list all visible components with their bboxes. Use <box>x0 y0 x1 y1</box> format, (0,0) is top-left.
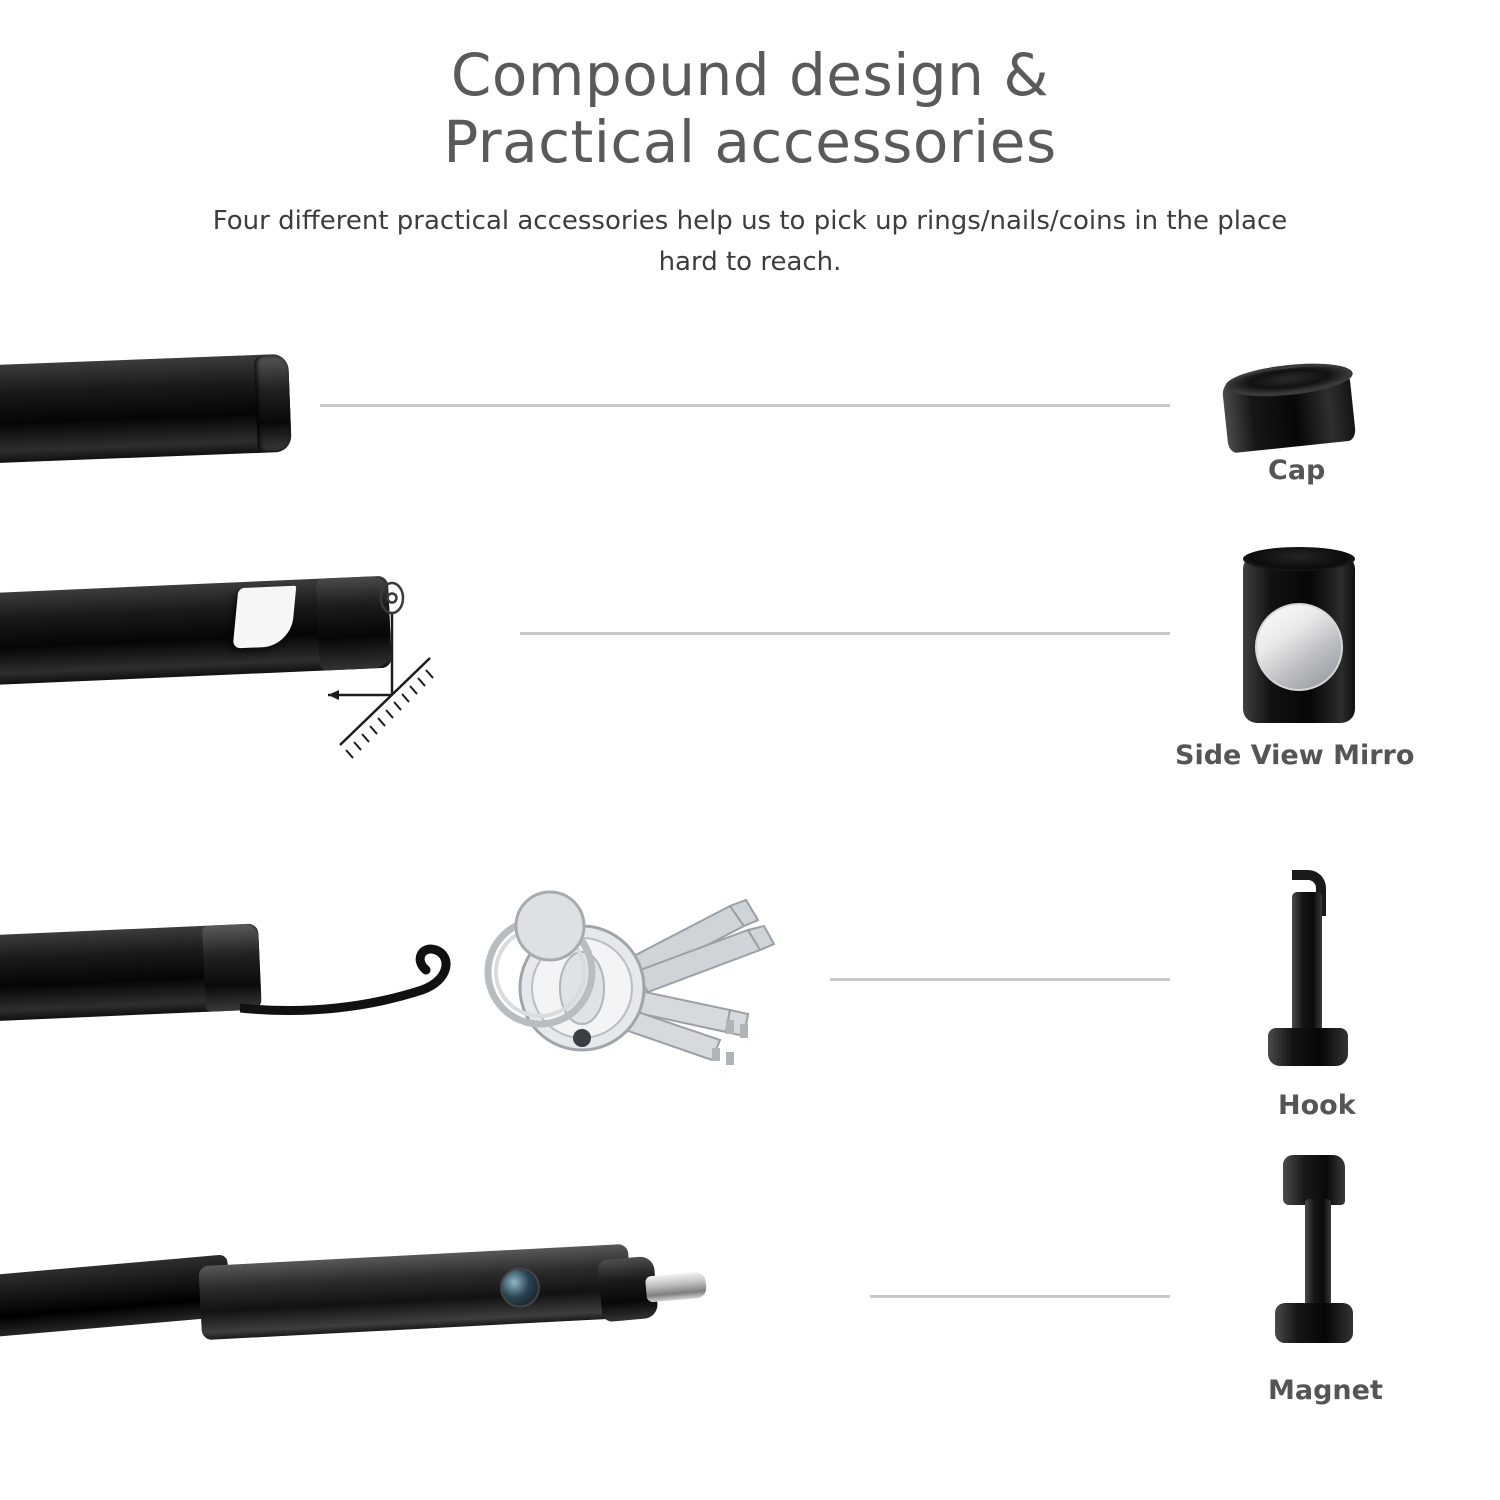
label-cap: Cap <box>1268 455 1326 486</box>
probe-with-hook <box>0 923 262 1022</box>
page-title-line-2: Practical accessories <box>443 107 1057 176</box>
magnet-head <box>1283 1155 1345 1205</box>
mirror-slot <box>233 586 297 649</box>
leader-line-magnet <box>870 1295 1170 1298</box>
label-hook: Hook <box>1278 1090 1356 1121</box>
mirror-top-rim <box>1243 547 1355 571</box>
magnet-rod <box>645 1271 707 1302</box>
side-view-mirror-accessory <box>1243 555 1355 723</box>
hook-accessory <box>1268 870 1348 1080</box>
magnet-accessory <box>1275 1155 1353 1355</box>
page-title <box>0 42 1500 175</box>
hook-base <box>1268 1028 1348 1066</box>
header <box>0 0 1500 282</box>
page-subtitle: Four different practical accessories help us to pick up rings/nails/coins in the place hard to reach. <box>212 206 1288 277</box>
probe-camera-tip <box>198 1244 631 1340</box>
probe-cable <box>0 1254 232 1339</box>
cap-accessory <box>1225 365 1353 450</box>
magnet-base <box>1275 1303 1353 1343</box>
label-magnet: Magnet <box>1268 1375 1383 1406</box>
key-ring-illustration <box>430 860 800 1090</box>
magnet-attached-to-probe <box>600 1240 720 1330</box>
leader-line-hook <box>830 978 1170 981</box>
label-side-view-mirror: Side View Mirro <box>1175 740 1415 771</box>
view-angle-indicator-icon <box>320 570 500 760</box>
magnet-stem <box>1305 1199 1331 1315</box>
mirror-glass <box>1255 603 1343 691</box>
hook-stem <box>1292 892 1322 1042</box>
page-title-line-1: Compound design & <box>450 41 1050 109</box>
probe-body-with-cap-port <box>0 354 292 465</box>
leader-line-cap <box>320 404 1170 407</box>
leader-line-side-view-mirror <box>520 632 1170 635</box>
camera-lens <box>499 1266 541 1308</box>
